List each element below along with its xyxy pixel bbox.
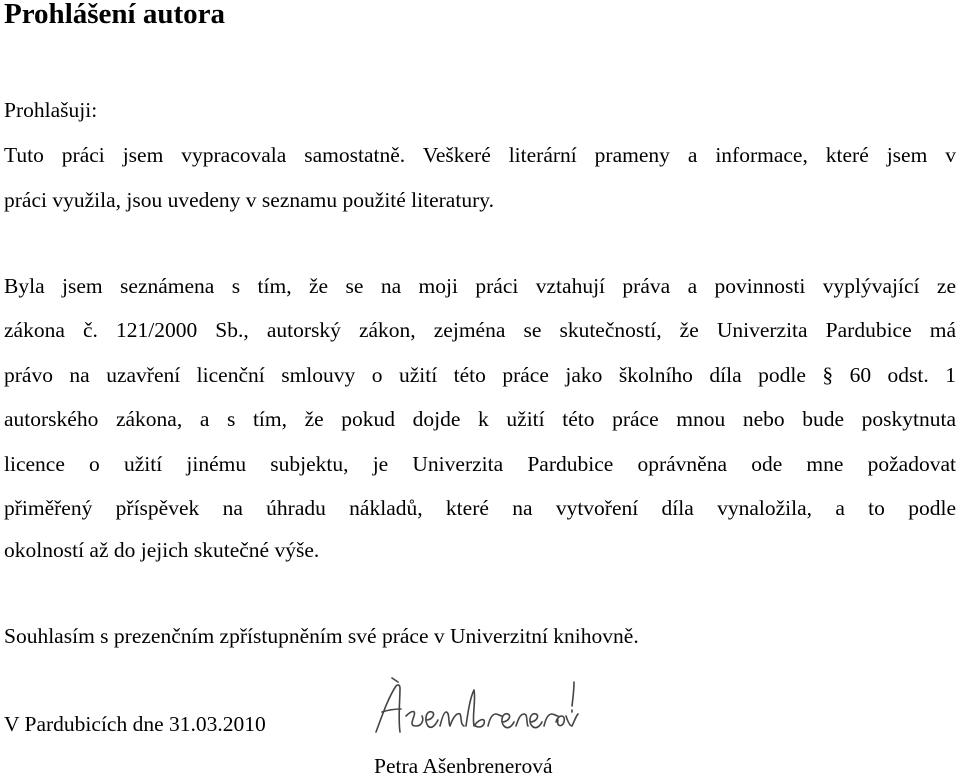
consent-statement: Souhlasím s prezenčním zpřístupněním své práce v Univerzitní knihovně. [4,624,639,648]
paragraph2-line4: autorského zákona, a s tím, že pokud dojde k užití této práce mnou nebo bude poskytnuta [4,407,956,431]
paragraph2-line3: právo na uzavření licenční smlouvy o užití této práce jako školního díla podle § 60 odst. 1 [4,363,956,387]
paragraph2-line6: přiměřený příspěvek na úhradu nákladů, které na vytvoření díla vynaložila, a to podle [4,496,956,520]
paragraph1-line2: práci využila, jsou uvedeny v seznamu použité literatury. [4,188,494,212]
handwritten-signature [370,676,582,740]
paragraph2-line7: okolností až do jejich skutečné výše. [4,538,320,562]
paragraph2-line1: Byla jsem seznámena s tím, že se na moji práci vztahují práva a povinnosti vyplývající ze [4,274,956,298]
place-and-date: V Pardubicích dne 31.03.2010 [4,712,266,736]
author-name: Petra Ašenbrenerová [374,754,553,778]
page-title: Prohlášení autora [4,0,225,30]
paragraph2-line5: licence o užití jinému subjektu, je Univerzita Pardubice oprávněna ode mne požadovat [4,452,956,476]
paragraph1-line1: Tuto práci jsem vypracovala samostatně. Veškeré literární prameny a informace, které jsem v [4,143,956,167]
intro-text: Prohlašuji: [4,98,98,122]
paragraph2-line2: zákona č. 121/2000 Sb., autorský zákon, zejména se skutečností, že Univerzita Pardubice má [4,318,956,342]
